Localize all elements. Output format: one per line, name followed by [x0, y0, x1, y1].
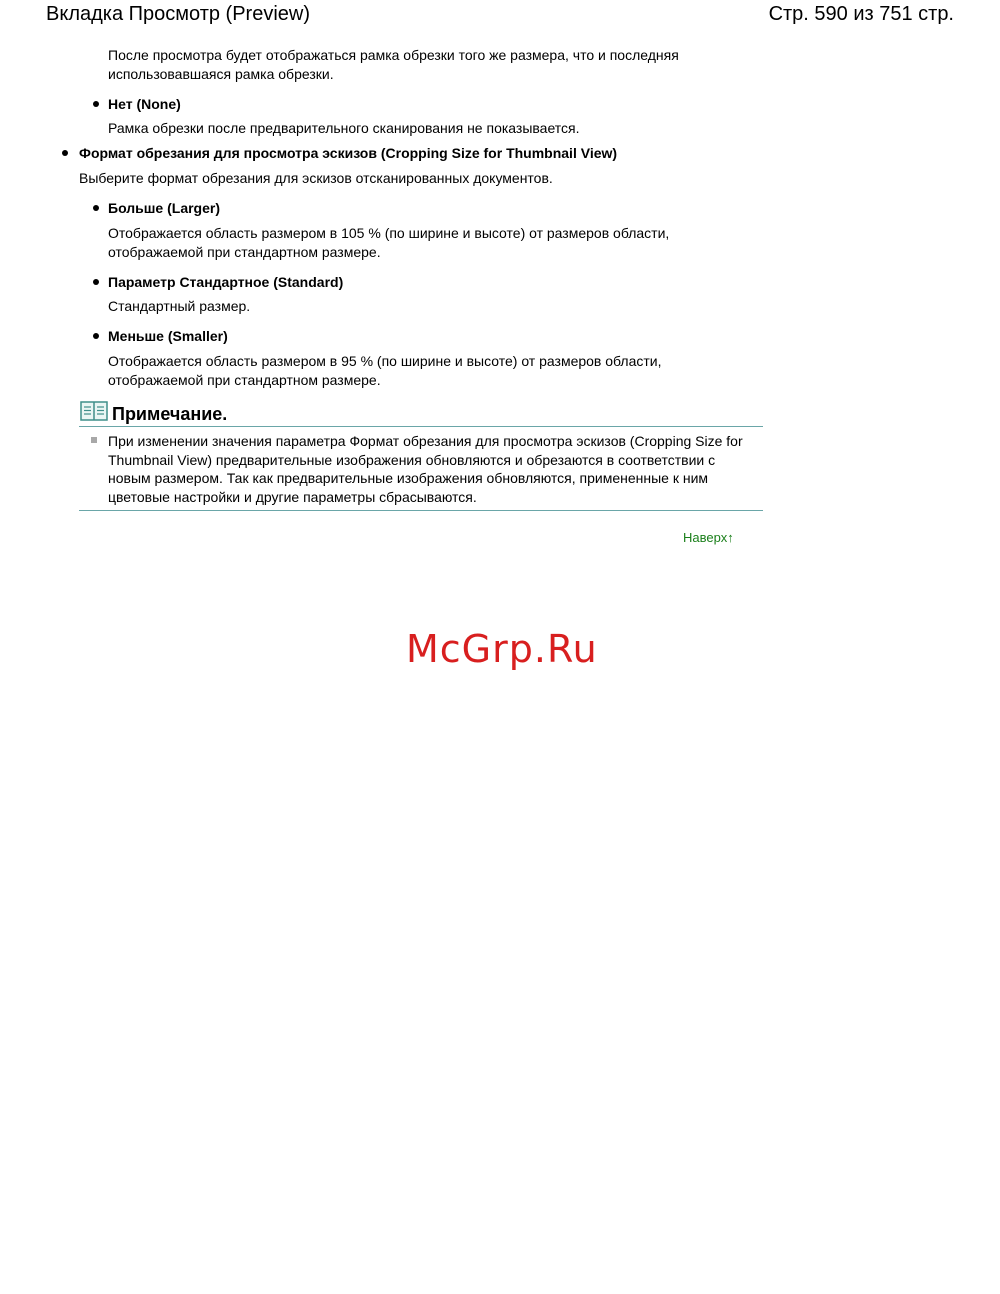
note-title: Примечание.: [112, 404, 228, 424]
note-text: При изменении значения параметра Формат обрезания для просмотра эскизов (Cropping Size for Thumbnail View) предварительные изображения обновляются и обрезаются в соответствии с новым размером. Так как предварительные изображения обновляются, примененные к ним цветовые настройки и другие параметры сбрасываются.: [108, 433, 743, 505]
option-none-description: Рамка обрезки после предварительного сканирования не показывается.: [108, 120, 580, 136]
book-icon: [80, 401, 108, 426]
back-to-top-link[interactable]: [683, 529, 734, 547]
cropping-size-description: Выберите формат обрезания для эскизов отсканированных документов.: [79, 170, 553, 186]
option-larger-description: Отображается область размером в 105 % (по ширине и высоте) от размеров области, отображаемой при стандартном размере.: [108, 225, 670, 260]
option-none-label: Нет (None): [108, 96, 181, 112]
bullet-icon: [93, 279, 99, 285]
bullet-icon: [93, 205, 99, 211]
option-standard-description: Стандартный размер.: [108, 298, 251, 314]
bullet-icon: [93, 333, 99, 339]
option-larger-label: Больше (Larger): [108, 200, 221, 216]
note-header: [79, 400, 763, 427]
option-smaller-description: Отображается область размером в 95 % (по ширине и высоте) от размеров области, отображаемой при стандартном размере.: [108, 353, 662, 388]
watermark-logo: McGrp.Ru: [406, 627, 598, 671]
bullet-icon: [93, 101, 99, 107]
intro-paragraph: После просмотра будет отображаться рамка обрезки того же размера, что и последняя использовавшаяся рамка обрезки.: [108, 47, 679, 82]
arrow-up-icon: ↑: [727, 530, 734, 545]
bullet-icon: [62, 150, 68, 156]
cropping-size-heading: Формат обрезания для просмотра эскизов (Cropping Size for Thumbnail View): [79, 145, 618, 161]
note-divider: [79, 510, 763, 511]
square-bullet-icon: [91, 437, 97, 443]
page-number: Стр. 590 из 751 стр.: [768, 3, 954, 25]
option-smaller-label: Меньше (Smaller): [108, 328, 228, 344]
back-to-top-label: Наверх: [683, 530, 728, 545]
option-standard-label: Параметр Стандартное (Standard): [108, 274, 344, 290]
page-title: Вкладка Просмотр (Preview): [46, 3, 310, 25]
